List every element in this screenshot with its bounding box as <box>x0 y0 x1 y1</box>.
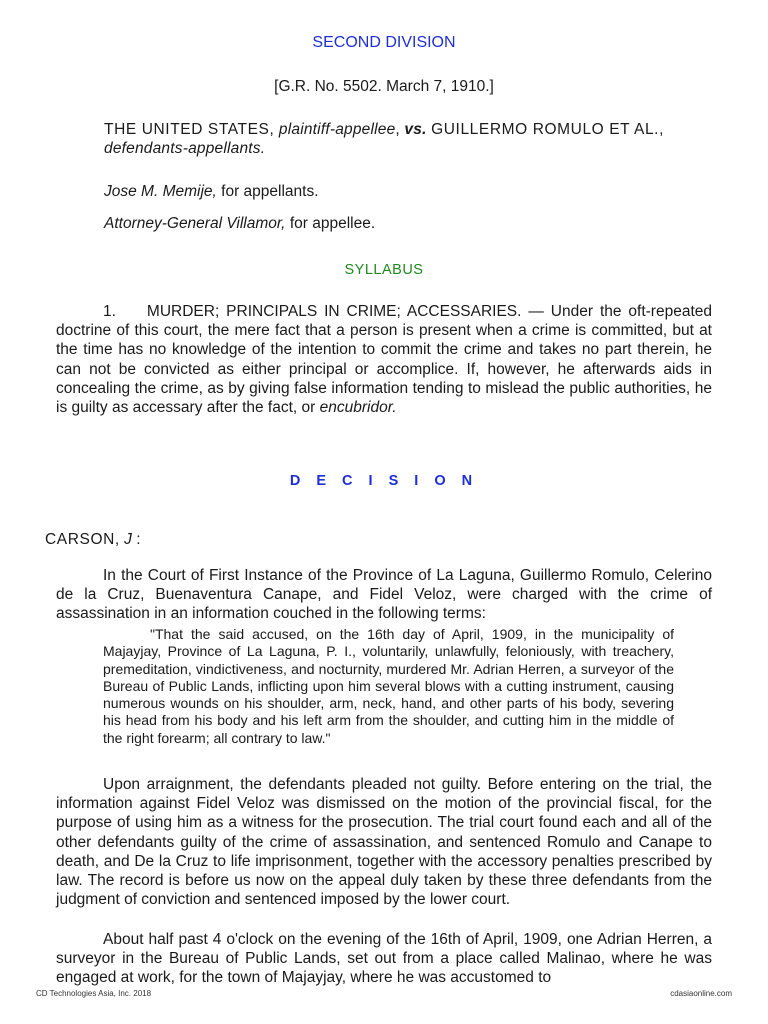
case-number: [G.R. No. 5502. March 7, 1910.] <box>274 78 494 95</box>
plaintiff-role: plaintiff-appellee <box>278 121 396 138</box>
appellants-counsel-name: Jose M. Memije, <box>104 183 217 200</box>
appellants-counsel-role: for appellants. <box>221 183 319 200</box>
appellee-counsel-role: for appellee. <box>289 215 376 232</box>
counsel-appellants <box>104 183 319 201</box>
information-quote: "That the said accused, on the 16th day of April, 1909, in the municipality of Majayjay, Province of La Laguna, P. I., voluntarily, unlawfully, feloniously, with treachery, premeditation, vindictiveness, and nocturnity, murdered Mr. Adrian Herren, a surveyor of the Bureau of Public Lands, inflicting upon him several blows with a cutting instrument, causing numerous wounds on his shoulder, arm, neck, hand, and other parts of his body, severing his head from his body and his left arm from the shoulder, and cutting him in the middle of the right forearm; all contrary to law." <box>103 626 674 746</box>
syllabus-body: 1. MURDER; PRINCIPALS IN CRIME; ACCESSARIES. — Under the oft-repeated doctrine of this court, the mere fact that a person is present when a crime is committed, but at the time has no knowledge of the intention to commit the crime and takes no part therein, he can not be convicted as either principal or accomplice. If, however, he afterwards aids in concealing the crime, as by giving false information tending to mislead the public authorities, he is guilty as accessary after the fact, or <box>56 303 712 417</box>
division-heading: SECOND DIVISION <box>312 34 456 51</box>
case-parties: THE UNITED STATES, plaintiff-appellee, vs. GUILLERMO ROMULO ET AL., defendants-appellants. <box>104 121 664 157</box>
footer-site: cdasiaonline.com <box>670 989 732 998</box>
judge-name: CARSON, <box>45 531 120 548</box>
decision-paragraph: About half past 4 o'clock on the evening of the 16th of April, 1909, one Adrian Herren, a surveyor in the Bureau of Public Lands, set out from a place called Malinao, where he was engaged at work, for the town of Majayjay, where he was accustomed to <box>56 931 712 987</box>
syllabus-heading: SYLLABUS <box>344 262 424 278</box>
judge-title: J <box>124 531 132 548</box>
judge-colon: : <box>136 531 141 548</box>
defendant-name: GUILLERMO ROMULO ET AL., <box>431 121 664 138</box>
counsel-appellee <box>104 215 375 233</box>
versus-label: vs. <box>404 121 427 138</box>
plaintiff-name: THE UNITED STATES, <box>104 121 275 138</box>
ponente <box>45 531 141 549</box>
decision-heading: D E C I S I O N <box>289 473 479 489</box>
defendant-role: defendants-appellants. <box>104 140 266 157</box>
footer-copyright: CD Technologies Asia, Inc. 2018 <box>36 989 152 998</box>
decision-paragraph: In the Court of First Instance of the Province of La Laguna, Guillermo Romulo, Celerino de la Cruz, Buenaventura Canape, and Fidel Veloz, were charged with the crime of assassination in an information couched in the following terms: <box>56 567 712 623</box>
decision-paragraph: Upon arraignment, the defendants pleaded not guilty. Before entering on the trial, the information against Fidel Veloz was dismissed on the motion of the provincial fiscal, for the purpose of using him as a witness for the prosecution. The trial court found each and all of the other defendants guilty of the crime of assassination, and sentenced Romulo and Canape to death, and De la Cruz to life imprisonment, together with the accessory penalties prescribed by law. The record is before us now on the appeal duly taken by these three defendants from the judgment of conviction and sentenced imposed by the lower court. <box>56 776 712 909</box>
syllabus-text <box>56 302 712 417</box>
syllabus-last-word: encubridor. <box>319 399 397 417</box>
appellee-counsel-name: Attorney-General Villamor, <box>104 215 286 232</box>
